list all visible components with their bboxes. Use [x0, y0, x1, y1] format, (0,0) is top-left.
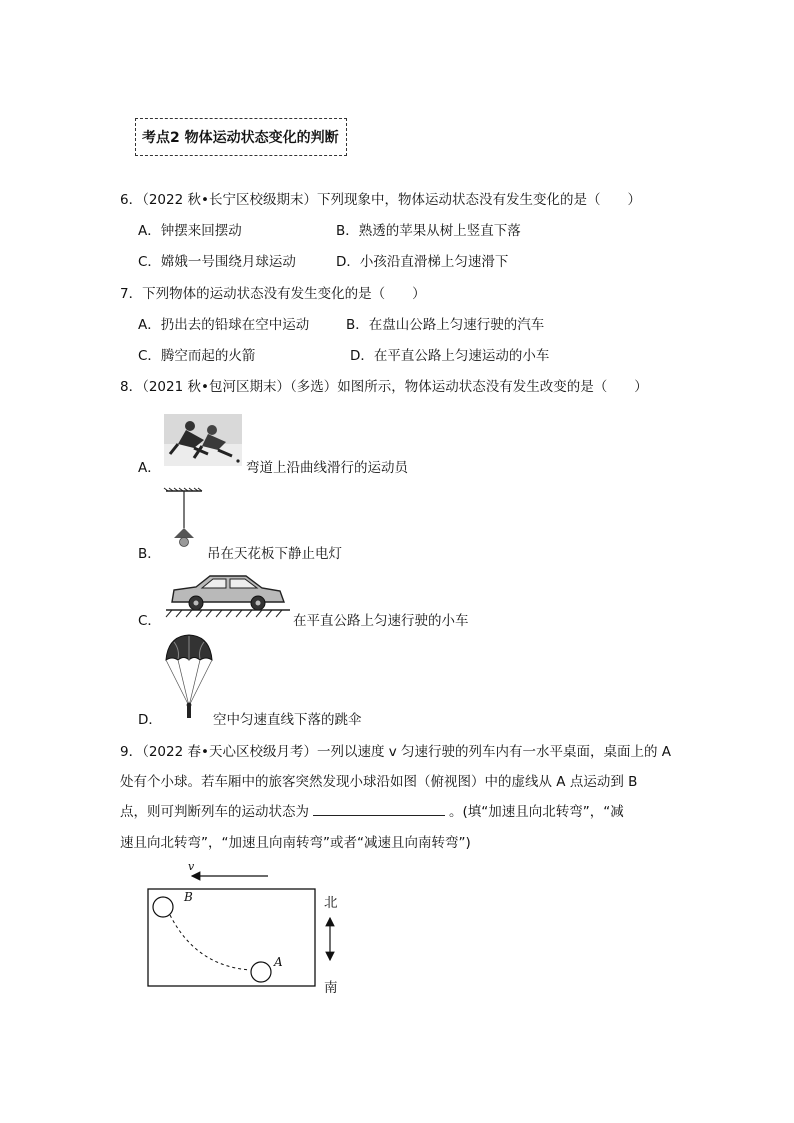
hanging-lamp-image — [164, 488, 204, 550]
q9-stem-line-3 — [120, 800, 624, 820]
parachute-image — [164, 634, 214, 724]
q8-option-a-text: 弯道上沿曲线滑行的运动员 — [246, 460, 408, 476]
table-outline — [148, 889, 315, 986]
q8-option-b-letter: B． — [138, 546, 161, 562]
q8-option-d-text: 空中匀速直线下落的跳伞 — [213, 712, 362, 728]
q9-stem-line-1: 9．（2022 春•天心区校级月考）一列以速度 v 匀速行驶的列车内有一水平桌面，桌面上的 A — [120, 744, 672, 760]
q7-option-c: C．腾空而起的火箭 — [138, 348, 256, 364]
train-table-diagram — [140, 856, 360, 996]
q8-option-c-letter: C． — [138, 613, 161, 629]
car-image — [166, 570, 290, 618]
ball-a — [251, 962, 271, 982]
ball-b — [153, 897, 173, 917]
south-label: 南 — [324, 980, 338, 996]
q9-answer-blank[interactable] — [313, 801, 445, 816]
north-label: 北 — [324, 895, 338, 911]
q8-option-d-letter: D． — [138, 712, 162, 728]
q7-option-d: D．在平直公路上匀速运动的小车 — [350, 348, 550, 364]
velocity-label: v — [188, 860, 195, 873]
q8-option-b-text: 吊在天花板下静止电灯 — [207, 546, 342, 562]
skater-image — [164, 414, 242, 466]
ball-path — [170, 915, 250, 970]
q9-stem-line-2: 处有个小球。若车厢中的旅客突然发现小球沿如图（俯视图）中的虚线从 A 点运动到 B — [120, 774, 638, 790]
q6-option-c: C．嫦娥一号围绕月球运动 — [138, 254, 296, 270]
q7-option-b: B．在盘山公路上匀速行驶的汽车 — [346, 317, 545, 333]
q6-stem: 6．（2022 秋•长宁区校级期末）下列现象中，物体运动状态没有发生变化的是（ ） — [120, 192, 641, 208]
ball-b-label: B — [184, 890, 193, 904]
ball-a-label: A — [274, 955, 283, 969]
q6-option-d: D．小孩沿直滑梯上匀速滑下 — [336, 254, 509, 270]
q9-stem-line-3-post: 。(填“加速且向北转弯”，“减 — [449, 804, 624, 820]
topic-heading: 考点2 物体运动状态变化的判断 — [142, 130, 339, 146]
q8-option-c-text: 在平直公路上匀速行驶的小车 — [293, 613, 469, 629]
topic-heading-box — [135, 118, 347, 156]
q8-stem: 8．（2021 秋•包河区期末）（多选）如图所示，物体运动状态没有发生改变的是（ ） — [120, 379, 648, 395]
q9-stem-line-3-pre: 点，则可判断列车的运动状态为 — [120, 804, 309, 820]
q8-option-a-letter: A． — [138, 460, 161, 476]
q7-stem: 7．下列物体的运动状态没有发生变化的是（ ） — [120, 286, 426, 302]
q9-stem-line-4: 速且向北转弯”，“加速且向南转弯”或者“减速且向南转弯”) — [120, 835, 471, 851]
q6-option-a: A．钟摆来回摆动 — [138, 223, 242, 239]
q6-option-b: B．熟透的苹果从树上竖直下落 — [336, 223, 521, 239]
q7-option-a: A．扔出去的铅球在空中运动 — [138, 317, 310, 333]
